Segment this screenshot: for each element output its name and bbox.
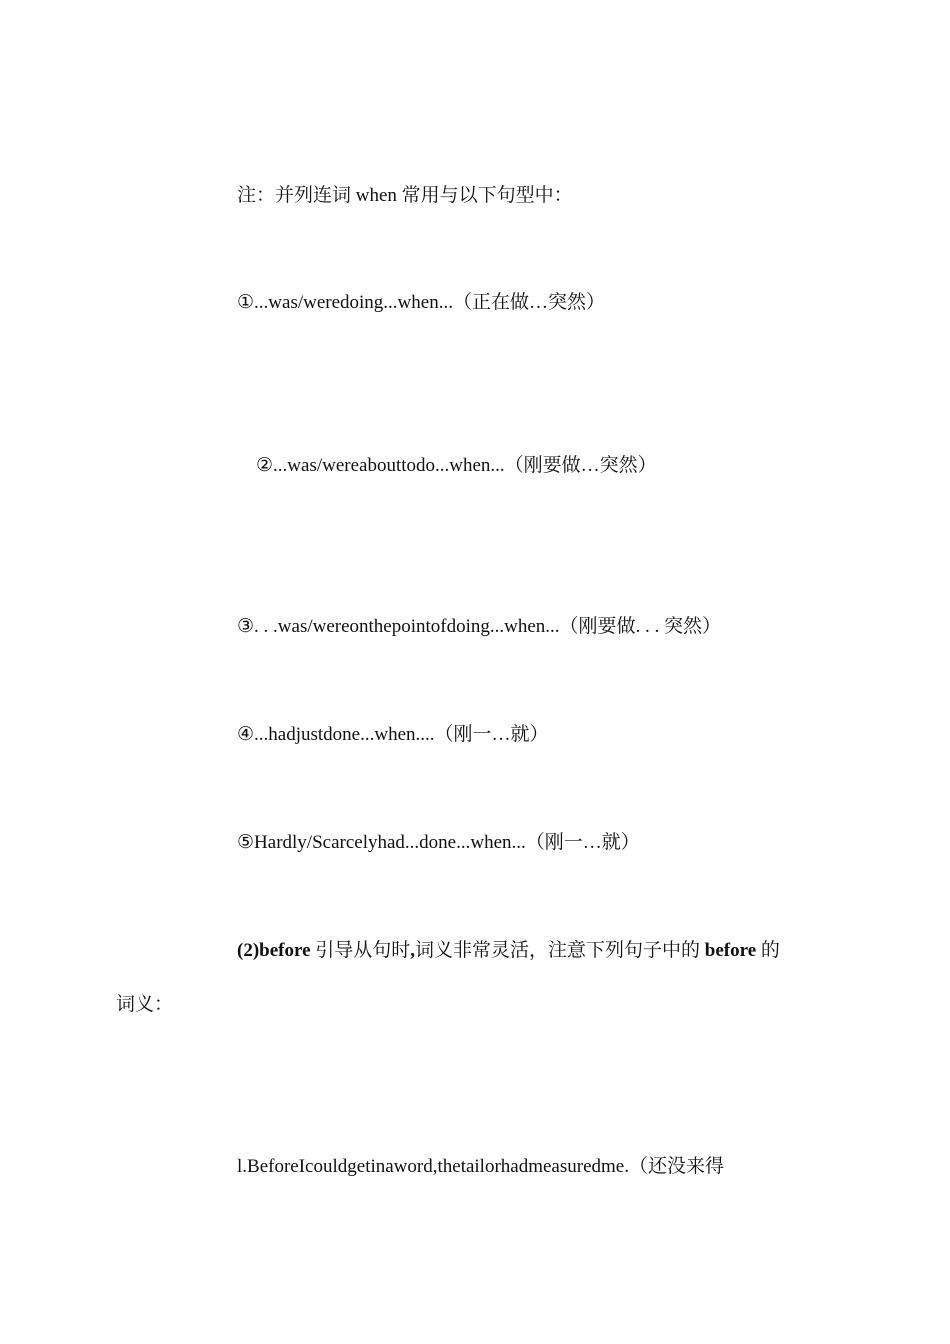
before-section-continuation: 词义： <box>116 994 174 1015</box>
note-line: 注：并列连词 when 常用与以下句型中： <box>237 185 573 206</box>
before-comma: , <box>410 940 416 961</box>
pattern-3: ③. . .was/wereonthepointofdoing...when...（刚要做. . . 突然） <box>237 616 722 637</box>
before-keyword: before <box>704 940 757 961</box>
pattern-5: ⑤Hardly/Scarcelyhad...done...when...（刚一…就） <box>237 832 640 853</box>
pattern-2: ②...was/wereabouttodo...when...（刚要做…突然） <box>256 455 657 476</box>
example-sentence-1: l.BeforeIcouldgetinaword,thetailorhadmeasuredme.（还没来得 <box>237 1156 724 1177</box>
before-section-line <box>237 939 780 963</box>
before-text-3: 的 <box>756 940 780 961</box>
before-heading: (2)before <box>237 940 311 961</box>
before-text-2: 词义非常灵活，注意下列句子中的 <box>415 940 705 961</box>
before-text-1: 引导从句时 <box>310 940 411 961</box>
pattern-1: ①...was/weredoing...when...（正在做…突然） <box>237 292 605 313</box>
pattern-4: ④...hadjustdone...when....（刚一…就） <box>237 724 549 745</box>
